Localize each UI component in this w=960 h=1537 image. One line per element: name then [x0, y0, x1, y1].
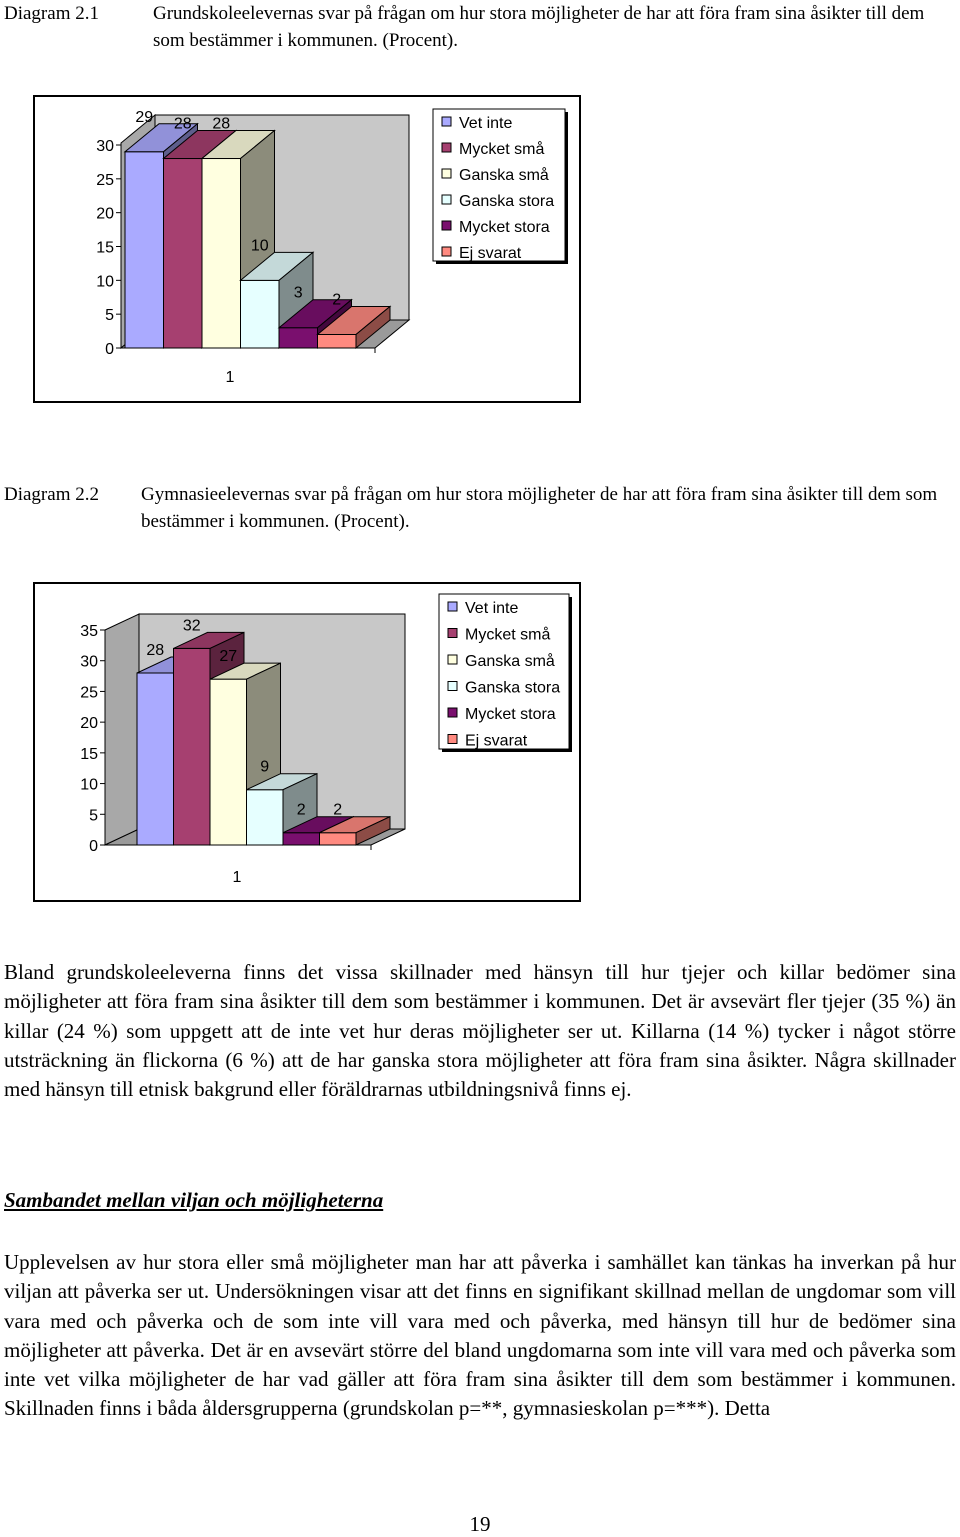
bar-front [279, 328, 318, 348]
bar-front [241, 280, 280, 348]
bar-front [164, 159, 203, 348]
legend-swatch [442, 143, 451, 152]
data-label: 28 [173, 115, 192, 133]
y-tick-label: 0 [105, 341, 114, 358]
legend-swatch [448, 629, 457, 638]
data-label: 2 [296, 801, 306, 819]
bar-front [174, 648, 211, 845]
bar-front [283, 833, 320, 845]
legend-swatch [442, 221, 451, 230]
legend-label: Ganska stora [465, 679, 561, 697]
legend-label: Ej svarat [459, 245, 522, 262]
legend-label: Ganska små [465, 653, 555, 670]
data-label: 28 [146, 642, 165, 659]
section-heading: Sambandet mellan viljan och möjligheterna [4, 1188, 384, 1212]
data-label: 10 [250, 237, 269, 255]
chart-diagram-2-2 [33, 582, 581, 902]
y-tick-label: 5 [89, 807, 98, 825]
legend-label: Mycket stora [465, 706, 556, 723]
legend-label: Mycket små [459, 141, 545, 158]
y-tick-label: 20 [96, 205, 114, 223]
legend-label: Mycket stora [459, 219, 550, 236]
bar-front [247, 790, 284, 845]
page-number: 19 [469, 1512, 491, 1536]
bar-front [202, 159, 241, 348]
y-tick-label: 30 [96, 138, 114, 155]
body-paragraph: Bland grundskoleeleverna finns det vissa skillnader med hänsyn till hur tjejer och killar bedömer sina möjligheter att föra fram sina åsikter till dem som bestämmer i kommunen. Det är avsevärt fler tjejer (35 %) än killar (24 %) som uppgett att de inte vet hur deras möjligheter ser ut. Killarna (14 %) tycker i något större utsträckning än flickorna (6 %) att de har ganska stora möjligheter att föra fram sina åsikter. Några skillnader med hänsyn till etnisk bakgrund eller föräldrarnas utbildningsnivå finns ej. [4, 960, 956, 1102]
bar-front [318, 334, 357, 348]
legend-swatch [448, 682, 457, 691]
bar-front [137, 673, 174, 845]
data-label: 9 [260, 758, 270, 776]
y-tick-label: 0 [89, 838, 98, 855]
legend-swatch [448, 708, 457, 717]
legend [439, 594, 572, 752]
diagram-number: Diagram 2.1 [4, 3, 99, 24]
y-tick-label: 25 [80, 684, 98, 702]
legend-label: Vet inte [465, 600, 519, 617]
legend [433, 109, 568, 264]
legend-swatch [448, 655, 457, 664]
legend-swatch [442, 195, 451, 204]
diagram-caption: Gymnasieelevernas svar på frågan om hur stora möjligheter de har att föra fram sina åsikter till dem som bestämmer i kommunen. (Procent). [141, 484, 938, 532]
chart-diagram-2-1 [33, 95, 581, 403]
y-tick-label: 10 [80, 776, 98, 794]
legend-label: Ej svarat [465, 732, 528, 750]
legend-swatch [442, 169, 451, 178]
legend-swatch [442, 117, 451, 126]
bar-front [125, 152, 164, 348]
legend-label: Vet inte [459, 115, 513, 132]
y-tick-label: 20 [80, 715, 98, 733]
y-tick-label: 25 [96, 171, 114, 189]
bar-front [320, 833, 357, 845]
legend-label: Ganska stora [459, 193, 555, 210]
x-tick-label: 1 [225, 369, 235, 386]
y-tick-label: 10 [96, 273, 114, 291]
data-label: 32 [182, 617, 201, 635]
bar-front [210, 679, 247, 845]
chart-side-wall [105, 614, 139, 845]
y-tick-label: 15 [96, 239, 114, 257]
data-label: 27 [219, 648, 238, 666]
legend-swatch [448, 735, 457, 744]
diagram-number: Diagram 2.2 [4, 484, 99, 505]
legend-label: Ganska små [459, 167, 549, 184]
legend-box [439, 594, 569, 749]
x-tick-label: 1 [232, 869, 242, 886]
data-label: 29 [135, 108, 154, 126]
legend-swatch [448, 602, 457, 611]
legend-swatch [442, 247, 451, 256]
body-paragraph: Upplevelsen av hur stora eller små möjligheter man har att påverka i samhället kan tänkas ha inverkan på hur viljan att påverka ser ut. Undersökningen visar att det finns en signifikant skillnad mellan de ungdomar som vill vara med och påverka och de som inte vill vara med och påverka, med hänsyn till hur de bedömer sina möjligheter att påverka. Det är en avsevärt större del bland ungdomarna som inte vill vara med och påverka som inte vet vilka möjligheter de har vad gäller att föra fram sina åsikter till dem som bestämmer i kommunen. Skillnaden finns i båda åldersgrupperna (grundskolan p=**, gymnasieskolan p=***). Detta [4, 1250, 956, 1421]
diagram-caption: Grundskoleelevernas svar på frågan om hur stora möjligheter de har att föra fram sina åsikter till dem som bestämmer i kommunen. (Procent). [153, 3, 925, 51]
legend-label: Mycket små [465, 626, 551, 644]
data-label: 3 [293, 284, 303, 302]
y-tick-label: 35 [80, 623, 98, 640]
y-tick-label: 5 [105, 307, 114, 325]
data-label: 2 [333, 801, 343, 819]
y-tick-label: 30 [80, 653, 98, 671]
y-tick-label: 15 [80, 745, 98, 763]
data-label: 2 [332, 291, 342, 309]
data-label: 28 [212, 115, 231, 133]
